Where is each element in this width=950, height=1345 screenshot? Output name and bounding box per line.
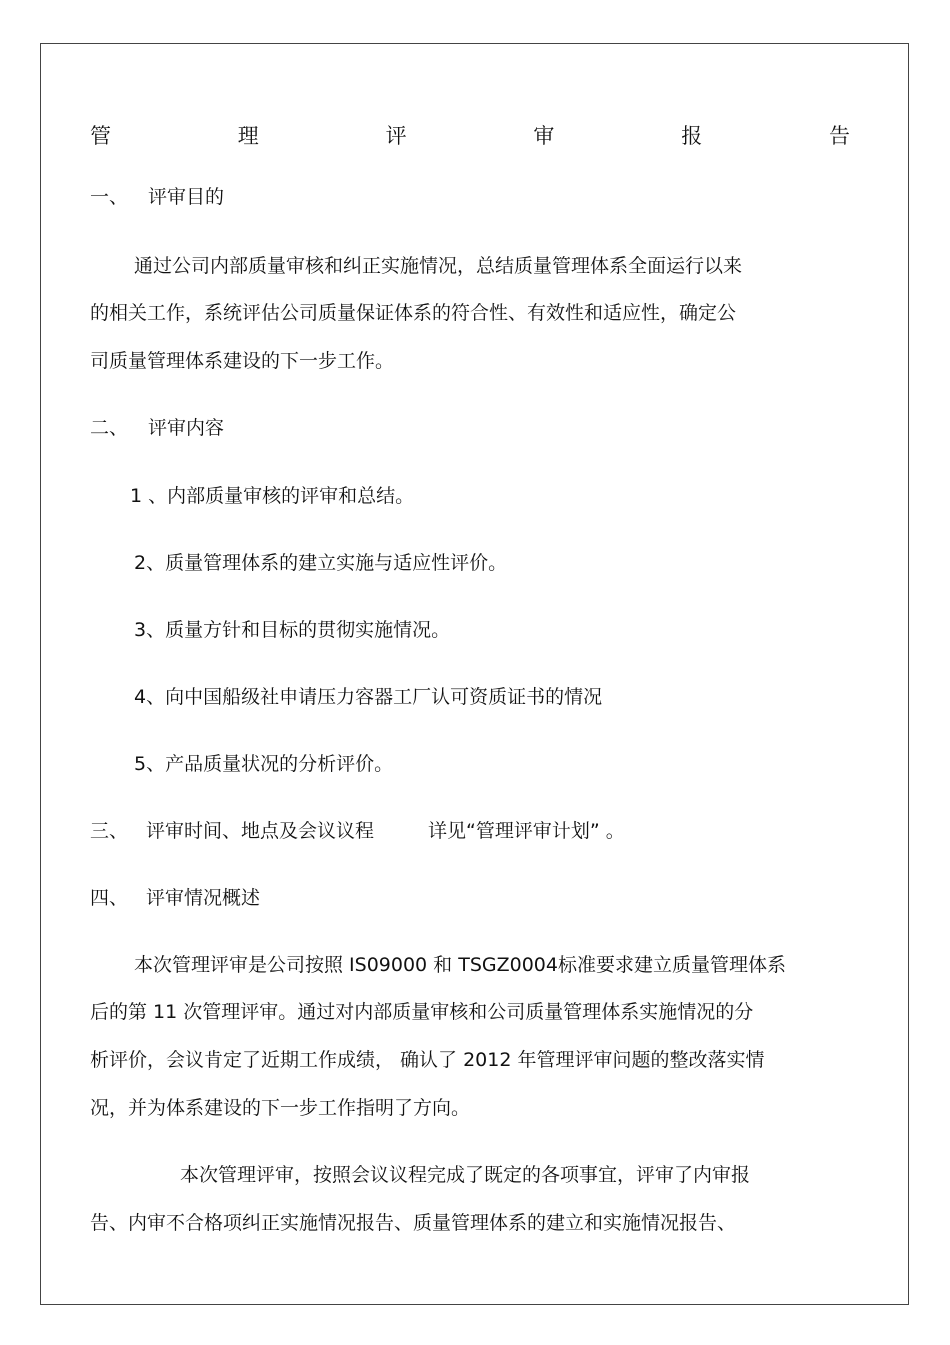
list-item: 2、质量管理体系的建立实施与适应性评价。 [134,552,508,574]
section-3-number: 三、 [90,820,129,842]
paragraph-line: 通过公司内部质量审核和纠正实施情况，总结质量管理体系全面运行以来 [134,255,743,277]
paragraph-line: 后的第 11 次管理评审。通过对内部质量审核和公司质量管理体系实施情况的分 [90,1001,754,1023]
section-4-number: 四、 [90,887,129,909]
paragraph-line: 本次管理评审，按照会议议程完成了既定的各项事宜，评审了内审报 [180,1164,751,1186]
paragraph-line: 况，并为体系建设的下一步工作指明了方向。 [90,1097,471,1119]
paragraph-line: 的相关工作，系统评估公司质量保证体系的符合性、有效性和适应性，确定公 [90,302,737,324]
paragraph-line: 司质量管理体系建设的下一步工作。 [90,350,395,372]
section-1-number: 一、 [90,186,129,208]
paragraph-line: 告、内审不合格项纠正实施情况报告、质量管理体系的建立和实施情况报告、 [90,1212,737,1234]
paragraph-line: 析评价，会议肯定了近期工作成绩， 确认了 2012 年管理评审问题的整改落实情 [90,1049,765,1071]
document-title [90,120,850,150]
section-3-heading: 评审时间、地点及会议议程 [146,820,375,842]
title-char: 理 [237,124,259,148]
section-2-heading: 评审内容 [148,417,225,439]
section-1-heading: 评审目的 [148,186,225,208]
title-char: 评 [385,124,407,148]
title-char: 管 [90,124,111,148]
title-char: 告 [828,124,850,148]
list-item: 4、向中国船级社申请压力容器工厂认可资质证书的情况 [134,686,603,708]
title-char: 审 [533,124,555,148]
section-4-heading: 评审情况概述 [146,887,261,909]
list-item: 1 、内部质量审核的评审和总结。 [130,485,415,507]
list-item: 5、产品质量状况的分析评价。 [134,753,394,775]
section-2-number: 二、 [90,417,129,439]
title-char: 报 [681,124,703,148]
list-item: 3、质量方针和目标的贯彻实施情况。 [134,619,451,641]
section-3-note: 详见“管理评审计划” 。 [428,820,625,842]
paragraph-line: 本次管理评审是公司按照 IS09000 和 TSGZ0004标准要求建立质量管理体系 [134,954,786,976]
